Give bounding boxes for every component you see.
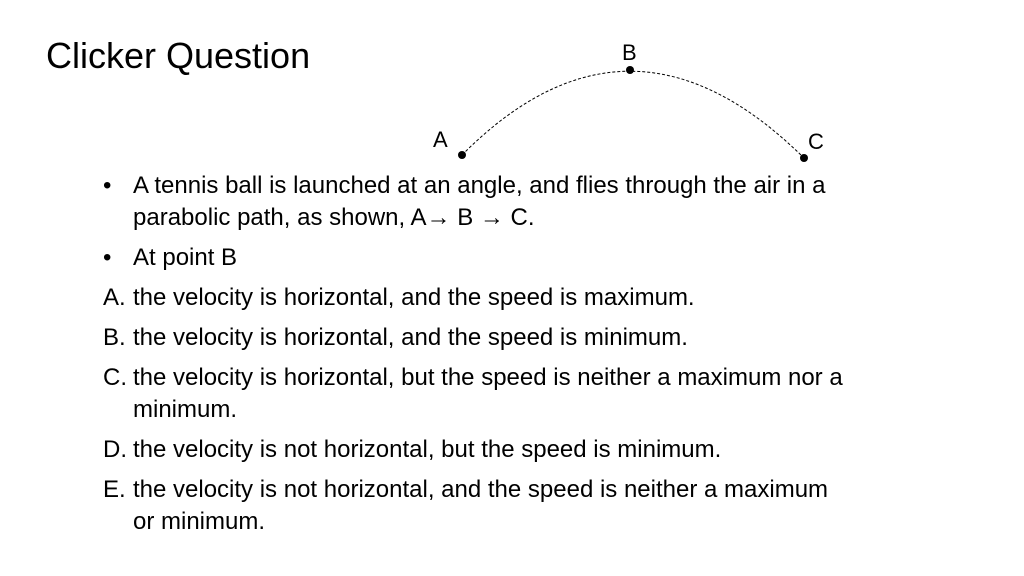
option-text: the velocity is not horizontal, and the speed is neither a maximum or minimum. (133, 476, 829, 535)
option-text: the velocity is horizontal, and the speed is maximum. (133, 284, 695, 311)
point-a-dot (458, 151, 466, 159)
bullet-item-prompt (103, 242, 843, 274)
option-d (103, 434, 843, 466)
point-b-dot (626, 66, 634, 74)
point-c-dot (800, 154, 808, 162)
slide-title: Clicker Question (46, 35, 311, 76)
bullet-text-part: B (450, 204, 480, 231)
point-a-label: A (433, 127, 448, 152)
option-marker: C. (103, 364, 127, 391)
option-e (103, 474, 843, 538)
right-arrow-icon: → (426, 204, 451, 231)
bullet-text-part: C. (503, 204, 535, 231)
bullet-item-description (103, 170, 843, 234)
option-b (103, 322, 843, 354)
option-marker: B. (103, 324, 126, 351)
option-text: the velocity is horizontal, but the speed is neither a maximum nor a minimum. (133, 364, 843, 423)
option-a (103, 282, 843, 314)
right-arrow-icon: → (479, 204, 504, 231)
slide-body (103, 170, 843, 546)
option-marker: E. (103, 476, 126, 503)
option-text: the velocity is horizontal, and the speed is minimum. (133, 324, 688, 351)
bullet-marker: • (103, 244, 112, 271)
point-b-label: B (622, 40, 637, 65)
option-marker: A. (103, 284, 126, 311)
bullet-text-part: A tennis ball is launched at an angle, and flies through the air in a parabolic path, as shown, A (133, 172, 826, 231)
point-c-label: C (808, 129, 824, 154)
bullet-text: At point B (133, 244, 238, 271)
option-c (103, 362, 843, 426)
option-marker: D. (103, 436, 127, 463)
parabolic-path (462, 71, 804, 158)
bullet-marker: • (103, 172, 112, 199)
option-text: the velocity is not horizontal, but the speed is minimum. (133, 436, 722, 463)
